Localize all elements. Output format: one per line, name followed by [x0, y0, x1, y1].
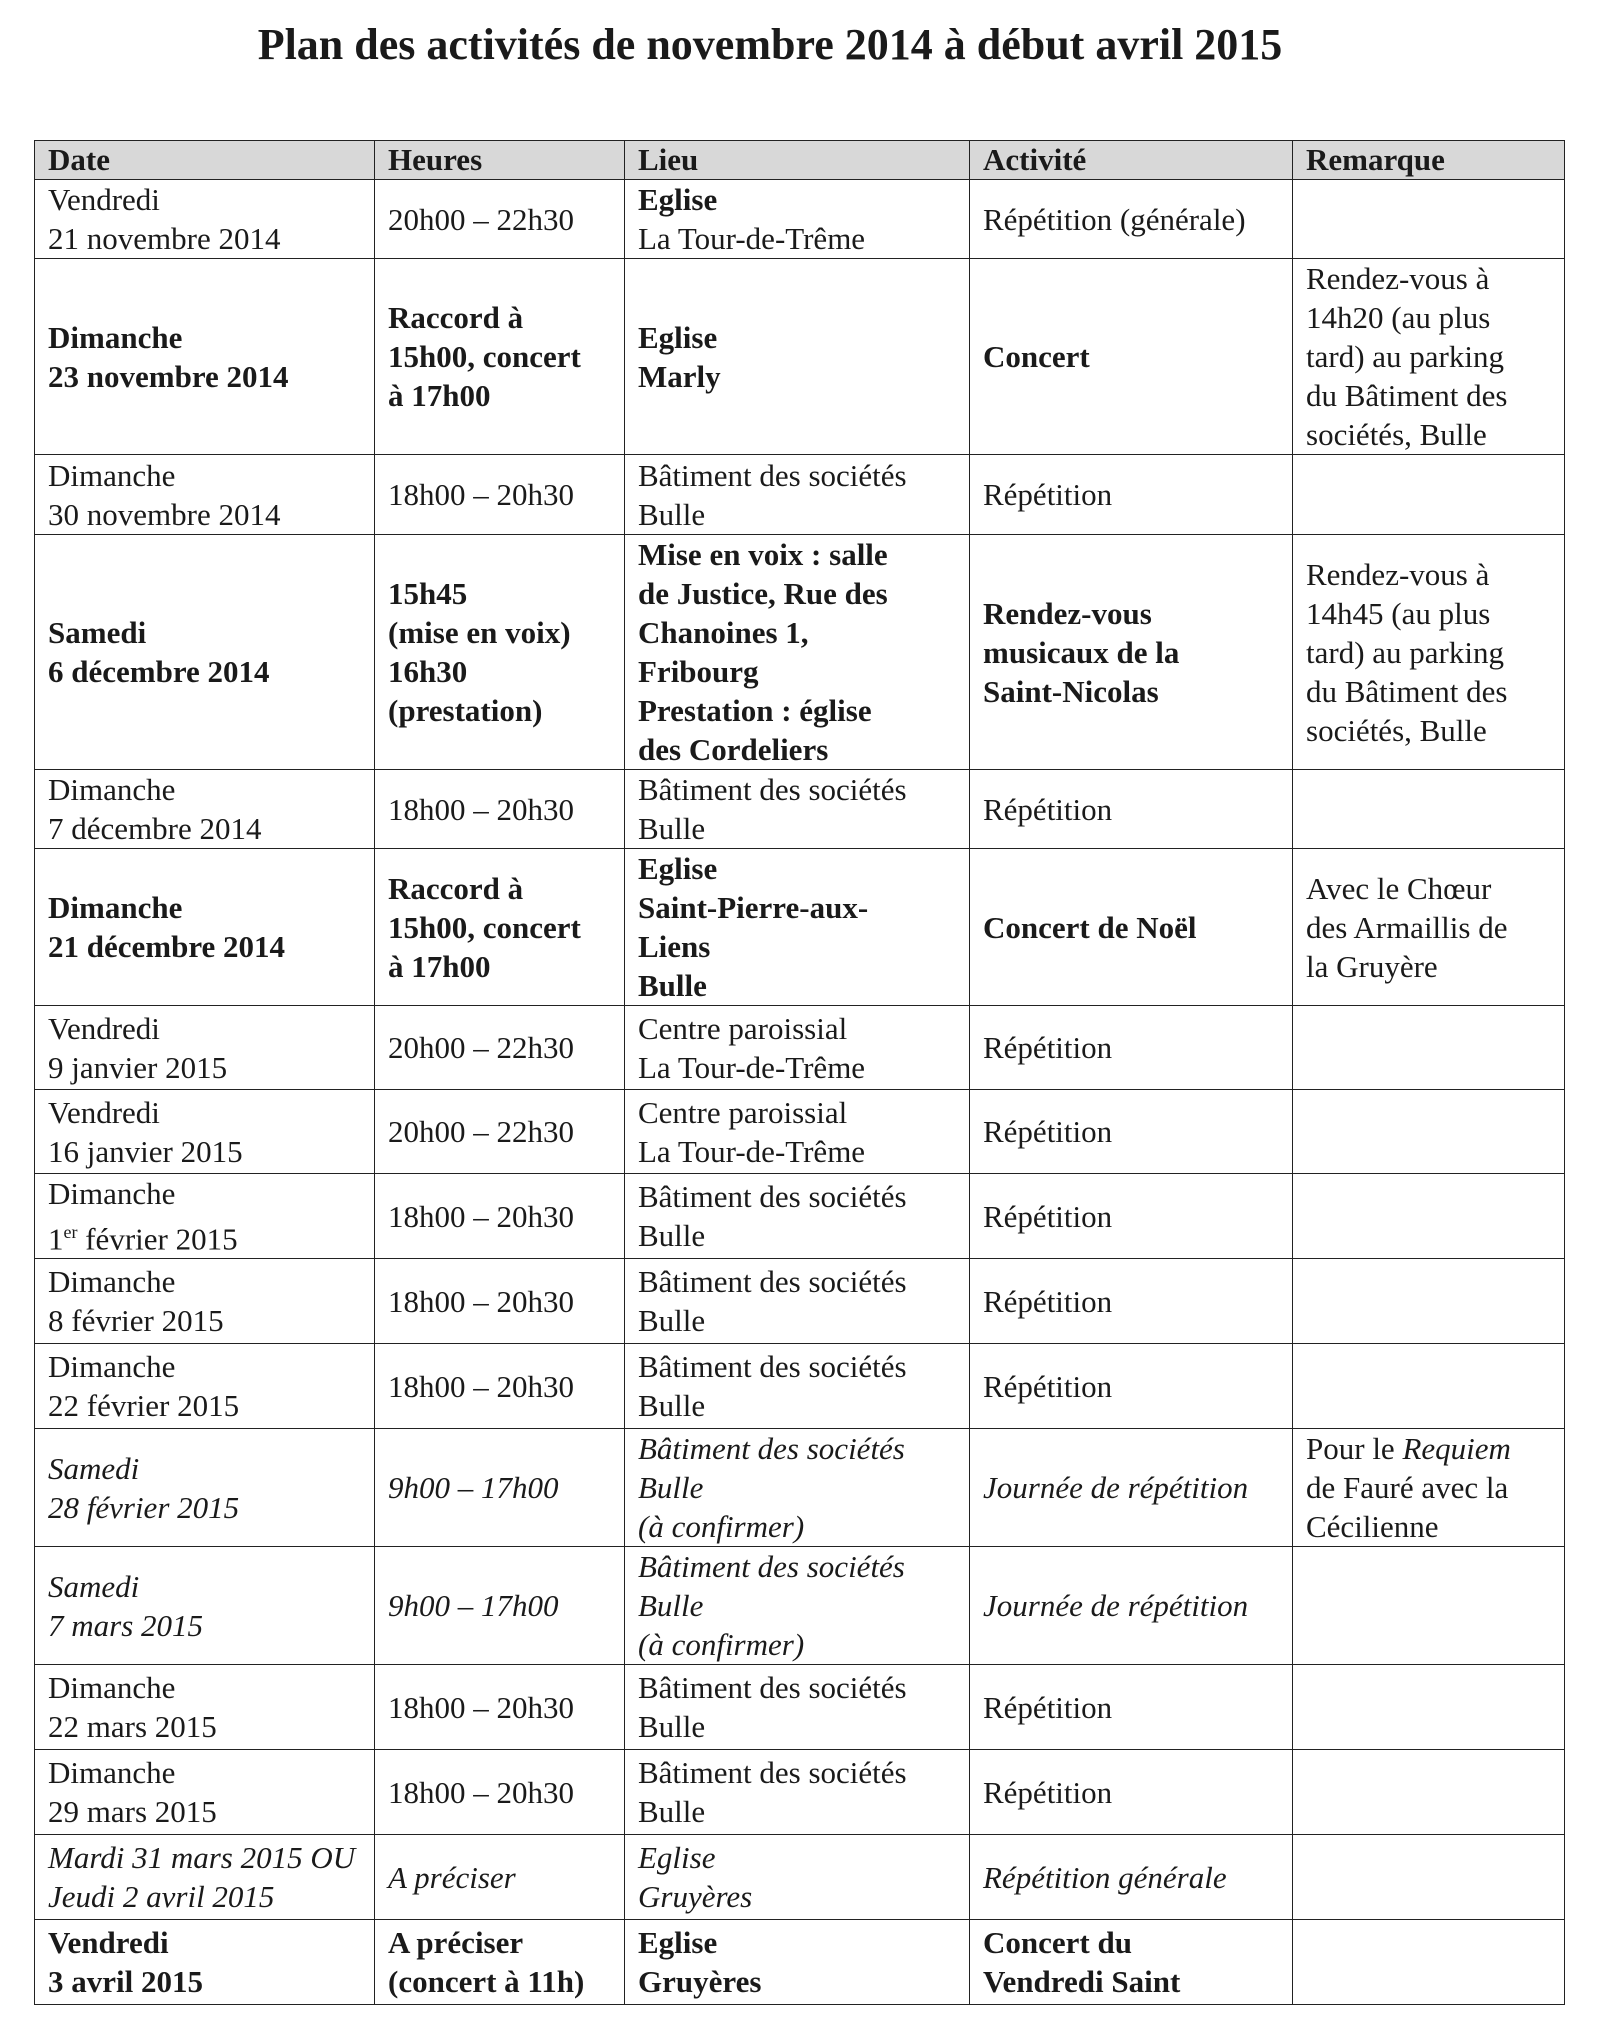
activity-cell [970, 1665, 1293, 1750]
activity-line: Répétition [983, 1774, 1113, 1810]
time-line: (concert à 11h) [388, 1964, 585, 2000]
place-cell [625, 1174, 970, 1259]
date-line: Dimanche [48, 772, 176, 807]
activity-line: Rendez-vous [983, 595, 1152, 631]
place-line: Mise en voix : salle [638, 537, 888, 572]
place-line: (à confirmer) [638, 1509, 805, 1545]
date-line: 6 décembre 2014 [48, 654, 270, 689]
activity-line: musicaux de la [983, 634, 1180, 670]
activity-cell [970, 1259, 1293, 1344]
place-line: Chanoines 1, [638, 615, 809, 650]
place-line: Bâtiment des sociétés [638, 457, 907, 493]
place-line: Eglise [638, 182, 718, 217]
activity-cell [970, 535, 1293, 770]
date-cell [35, 770, 375, 849]
remark-cell [1293, 770, 1565, 849]
table-row [35, 1090, 1565, 1174]
remark-line: de Fauré avec la [1306, 1470, 1509, 1506]
place-cell [625, 1835, 970, 1920]
place-cell [625, 1344, 970, 1429]
activity-cell [970, 1750, 1293, 1835]
table-body [35, 180, 1565, 2005]
hours-cell [375, 1344, 625, 1429]
remark-cell [1293, 535, 1565, 770]
place-line: Saint-Pierre-aux- [638, 890, 869, 925]
place-cell [625, 455, 970, 535]
activity-cell [970, 1174, 1293, 1259]
date-cell [35, 535, 375, 770]
date-line: Dimanche [48, 319, 183, 355]
place-line: Gruyères [638, 1879, 753, 1915]
table-row [35, 455, 1565, 535]
hours-cell [375, 1750, 625, 1835]
place-line: La Tour-de-Trême [638, 221, 866, 256]
date-line: Dimanche [48, 1349, 176, 1385]
date-line: 22 mars 2015 [48, 1709, 217, 1745]
place-line: Bâtiment des sociétés [638, 1670, 907, 1706]
place-line: Liens [638, 929, 711, 964]
remark-line [1306, 1429, 1551, 1468]
place-line: Centre paroissial [638, 1094, 848, 1130]
table-row [35, 180, 1565, 259]
remark-text: Pour le [1306, 1431, 1403, 1467]
hours-cell [375, 1429, 625, 1547]
remark-line: Rendez-vous à [1306, 261, 1490, 296]
date-cell [35, 1835, 375, 1920]
place-line: Bulle [638, 1388, 706, 1424]
time-line: 18h00 – 20h30 [388, 1689, 574, 1725]
date-cell [35, 1429, 375, 1547]
date-line: 28 février 2015 [48, 1489, 240, 1525]
date-line: 29 mars 2015 [48, 1794, 217, 1830]
time-line: Raccord à [388, 870, 524, 906]
date-cell [35, 1090, 375, 1174]
time-line: 15h00, concert [388, 339, 581, 374]
place-line: Bâtiment des sociétés Bulle [638, 1549, 905, 1624]
time-line: 18h00 – 20h30 [388, 1774, 574, 1810]
hours-cell [375, 1174, 625, 1259]
time-line: A préciser [388, 1859, 516, 1895]
place-cell [625, 259, 970, 455]
table-row [35, 1547, 1565, 1665]
activity-cell [970, 1429, 1293, 1547]
table-row [35, 1429, 1565, 1547]
date-line: 30 novembre 2014 [48, 496, 281, 532]
remark-cell [1293, 849, 1565, 1006]
activity-line: Répétition générale [983, 1859, 1227, 1895]
place-line: Marly [638, 358, 721, 394]
table-row [35, 770, 1565, 849]
date-cell [35, 1344, 375, 1429]
table-row [35, 1344, 1565, 1429]
activity-cell [970, 1344, 1293, 1429]
date-line: Vendredi [48, 1010, 160, 1046]
activity-cell [970, 180, 1293, 259]
date-cell [35, 180, 375, 259]
time-line: 16h30 [388, 654, 468, 689]
remark-cell [1293, 180, 1565, 259]
date-line: Vendredi [48, 1925, 169, 1961]
remark-line: Rendez-vous à [1306, 556, 1490, 592]
activity-line: Saint-Nicolas [983, 673, 1159, 709]
column-header-activity: Activité [970, 141, 1293, 180]
remark-cell [1293, 1174, 1565, 1259]
time-line: 18h00 – 20h30 [388, 477, 574, 512]
remark-cell [1293, 1750, 1565, 1835]
date-cell [35, 849, 375, 1006]
activity-cell [970, 770, 1293, 849]
remark-line: la Gruyère [1306, 948, 1438, 984]
place-line: de Justice, Rue des [638, 576, 888, 611]
time-line: 18h00 – 20h30 [388, 1368, 574, 1404]
place-cell [625, 535, 970, 770]
activity-line: Répétition [983, 1689, 1113, 1725]
date-cell [35, 1006, 375, 1090]
time-line: 18h00 – 20h30 [388, 791, 574, 827]
remark-line: du Bâtiment des [1306, 378, 1508, 413]
place-line: Fribourg [638, 654, 759, 689]
date-cell [35, 1750, 375, 1835]
place-cell [625, 1090, 970, 1174]
date-cell [35, 1259, 375, 1344]
date-line: 23 novembre 2014 [48, 358, 289, 394]
place-cell [625, 180, 970, 259]
date-line: Jeudi 2 avril 2015 [48, 1879, 275, 1915]
date-cell [35, 455, 375, 535]
activity-cell [970, 1547, 1293, 1665]
activity-line: Répétition [983, 791, 1113, 827]
hours-cell [375, 180, 625, 259]
place-line: Bulle [638, 1303, 706, 1339]
place-line: Bulle [638, 1709, 706, 1745]
date-line: 22 février 2015 [48, 1388, 240, 1424]
hours-cell [375, 1665, 625, 1750]
table-row [35, 1259, 1565, 1344]
remark-line: tard) au parking [1306, 634, 1504, 670]
activity-cell [970, 259, 1293, 455]
hours-cell [375, 849, 625, 1006]
date-cell [35, 1920, 375, 2005]
time-line: 18h00 – 20h30 [388, 1283, 574, 1319]
date-line: 7 décembre 2014 [48, 811, 262, 846]
time-line: Raccord à [388, 300, 524, 335]
place-line: La Tour-de-Trême [638, 1049, 866, 1085]
date-line: Samedi [48, 615, 147, 650]
time-line: à 17h00 [388, 948, 491, 984]
time-line: 15h45 [388, 576, 468, 611]
table-header-row [35, 141, 1565, 180]
remark-cell [1293, 1665, 1565, 1750]
column-header-hours: Heures [375, 141, 625, 180]
place-cell [625, 1920, 970, 2005]
time-line: à 17h00 [388, 378, 491, 413]
activity-line: Répétition (générale) [983, 201, 1246, 237]
date-line: 1er février 2015 [48, 1221, 238, 1257]
column-header-remark: Remarque [1293, 141, 1565, 180]
place-line: La Tour-de-Trême [638, 1133, 866, 1169]
time-line: (prestation) [388, 693, 543, 728]
hours-cell [375, 1920, 625, 2005]
date-cell [35, 1547, 375, 1665]
hours-cell [375, 1259, 625, 1344]
activity-line: Répétition [983, 1114, 1113, 1149]
table-row [35, 1920, 1565, 2005]
remark-line: Avec le Chœur [1306, 870, 1492, 906]
date-line: Vendredi [48, 182, 160, 217]
place-line: Eglise [638, 851, 718, 886]
table-row [35, 849, 1565, 1006]
time-line: 20h00 – 22h30 [388, 201, 574, 237]
time-line: 20h00 – 22h30 [388, 1030, 574, 1065]
date-line: 21 décembre 2014 [48, 929, 286, 964]
date-line: Samedi [48, 1450, 140, 1486]
place-line: Gruyères [638, 1964, 762, 2000]
table-row [35, 1174, 1565, 1259]
remark-cell [1293, 455, 1565, 535]
date-line: 16 janvier 2015 [48, 1133, 243, 1169]
hours-cell [375, 259, 625, 455]
activity-cell [970, 455, 1293, 535]
schedule-table [34, 140, 1565, 2005]
table-row [35, 1006, 1565, 1090]
remark-line: tard) au parking [1306, 339, 1504, 374]
place-line: Centre paroissial [638, 1010, 848, 1046]
place-line: Bulle [638, 1218, 706, 1254]
remark-cell [1293, 1090, 1565, 1174]
remark-cell [1293, 1259, 1565, 1344]
table-row [35, 535, 1565, 770]
table-row [35, 1750, 1565, 1835]
activity-line: Journée de répétition [983, 1588, 1249, 1624]
activity-cell [970, 1835, 1293, 1920]
activity-line: Journée de répétition [983, 1470, 1249, 1506]
activity-line: Vendredi Saint [983, 1964, 1181, 2000]
time-line: (mise en voix) [388, 615, 571, 650]
place-line: (à confirmer) [638, 1627, 805, 1663]
column-header-date: Date [35, 141, 375, 180]
time-line: 20h00 – 22h30 [388, 1114, 574, 1149]
date-line: Samedi [48, 1568, 140, 1604]
hours-cell [375, 1547, 625, 1665]
remark-line: sociétés, Bulle [1306, 417, 1487, 452]
date-line: Dimanche [48, 1176, 176, 1211]
remark-cell [1293, 1547, 1565, 1665]
page-title: Plan des activités de novembre 2014 à début avril 2015 [257, 20, 1283, 69]
place-cell [625, 770, 970, 849]
place-line: Bâtiment des sociétés [638, 1179, 907, 1215]
activity-cell [970, 1920, 1293, 2005]
remark-line: des Armaillis de [1306, 909, 1508, 945]
date-line: 7 mars 2015 [48, 1607, 204, 1643]
remark-cell [1293, 1920, 1565, 2005]
place-cell [625, 1006, 970, 1090]
place-line: Bâtiment des sociétés Bulle [638, 1431, 905, 1506]
place-line: Prestation : église [638, 693, 872, 728]
date-line: 9 janvier 2015 [48, 1049, 228, 1085]
place-cell [625, 1665, 970, 1750]
place-line: Eglise [638, 1840, 716, 1876]
remark-line: du Bâtiment des [1306, 673, 1508, 709]
date-line: Dimanche [48, 1755, 176, 1791]
place-line: Bâtiment des sociétés [638, 772, 907, 807]
time-line: 9h00 – 17h00 [388, 1470, 559, 1506]
place-cell [625, 1429, 970, 1547]
remark-cell [1293, 259, 1565, 455]
activity-cell [970, 849, 1293, 1006]
remark-cell [1293, 1835, 1565, 1920]
place-line: Bâtiment des sociétés [638, 1264, 907, 1300]
activity-line: Répétition [983, 477, 1113, 512]
remark-cell [1293, 1006, 1565, 1090]
place-line: Bulle [638, 496, 706, 532]
remark-line: Cécilienne [1306, 1509, 1439, 1545]
place-cell [625, 1547, 970, 1665]
hours-cell [375, 770, 625, 849]
place-line: Bâtiment des sociétés [638, 1349, 907, 1385]
date-line: Mardi 31 mars 2015 OU [48, 1840, 356, 1876]
activity-line: Répétition [983, 1198, 1113, 1234]
remark-line: sociétés, Bulle [1306, 712, 1487, 748]
time-line: 18h00 – 20h30 [388, 1198, 574, 1234]
date-line: Dimanche [48, 1264, 176, 1300]
table-row [35, 1665, 1565, 1750]
place-line: Bulle [638, 811, 706, 846]
date-cell [35, 1174, 375, 1259]
activity-cell [970, 1090, 1293, 1174]
date-cell [35, 1665, 375, 1750]
time-line: 9h00 – 17h00 [388, 1588, 559, 1624]
hours-cell [375, 1835, 625, 1920]
date-line: 3 avril 2015 [48, 1964, 203, 2000]
place-cell [625, 849, 970, 1006]
hours-cell [375, 1006, 625, 1090]
activity-cell [970, 1006, 1293, 1090]
date-line: 8 février 2015 [48, 1303, 224, 1339]
place-cell [625, 1259, 970, 1344]
column-header-place: Lieu [625, 141, 970, 180]
place-line: Eglise [638, 319, 718, 355]
date-line: 21 novembre 2014 [48, 221, 281, 256]
activity-line: Répétition [983, 1283, 1113, 1319]
activity-line: Concert de Noël [983, 909, 1197, 945]
place-line: Bâtiment des sociétés [638, 1755, 907, 1791]
remark-cell [1293, 1429, 1565, 1547]
table-row [35, 1835, 1565, 1920]
activity-line: Répétition [983, 1368, 1113, 1404]
hours-cell [375, 455, 625, 535]
date-cell [35, 259, 375, 455]
place-line: Bulle [638, 968, 707, 1003]
date-line: Dimanche [48, 457, 176, 493]
date-line: Dimanche [48, 1670, 176, 1706]
place-line: Bulle [638, 1794, 706, 1830]
date-line: Vendredi [48, 1094, 160, 1130]
remark-line: 14h20 (au plus [1306, 300, 1491, 335]
activity-line: Concert [983, 339, 1090, 374]
date-line: Dimanche [48, 890, 183, 925]
activity-line: Concert du [983, 1925, 1132, 1961]
time-line: A préciser [388, 1925, 524, 1961]
remark-line: 14h45 (au plus [1306, 595, 1491, 631]
place-cell [625, 1750, 970, 1835]
hours-cell [375, 535, 625, 770]
table-row [35, 259, 1565, 455]
activity-line: Répétition [983, 1030, 1113, 1065]
place-line: Eglise [638, 1925, 718, 1961]
hours-cell [375, 1090, 625, 1174]
remark-work-title: Requiem [1402, 1431, 1511, 1467]
time-line: 15h00, concert [388, 909, 581, 945]
ordinal-suffix: er [63, 1222, 78, 1242]
place-line: des Cordeliers [638, 732, 829, 767]
remark-cell [1293, 1344, 1565, 1429]
